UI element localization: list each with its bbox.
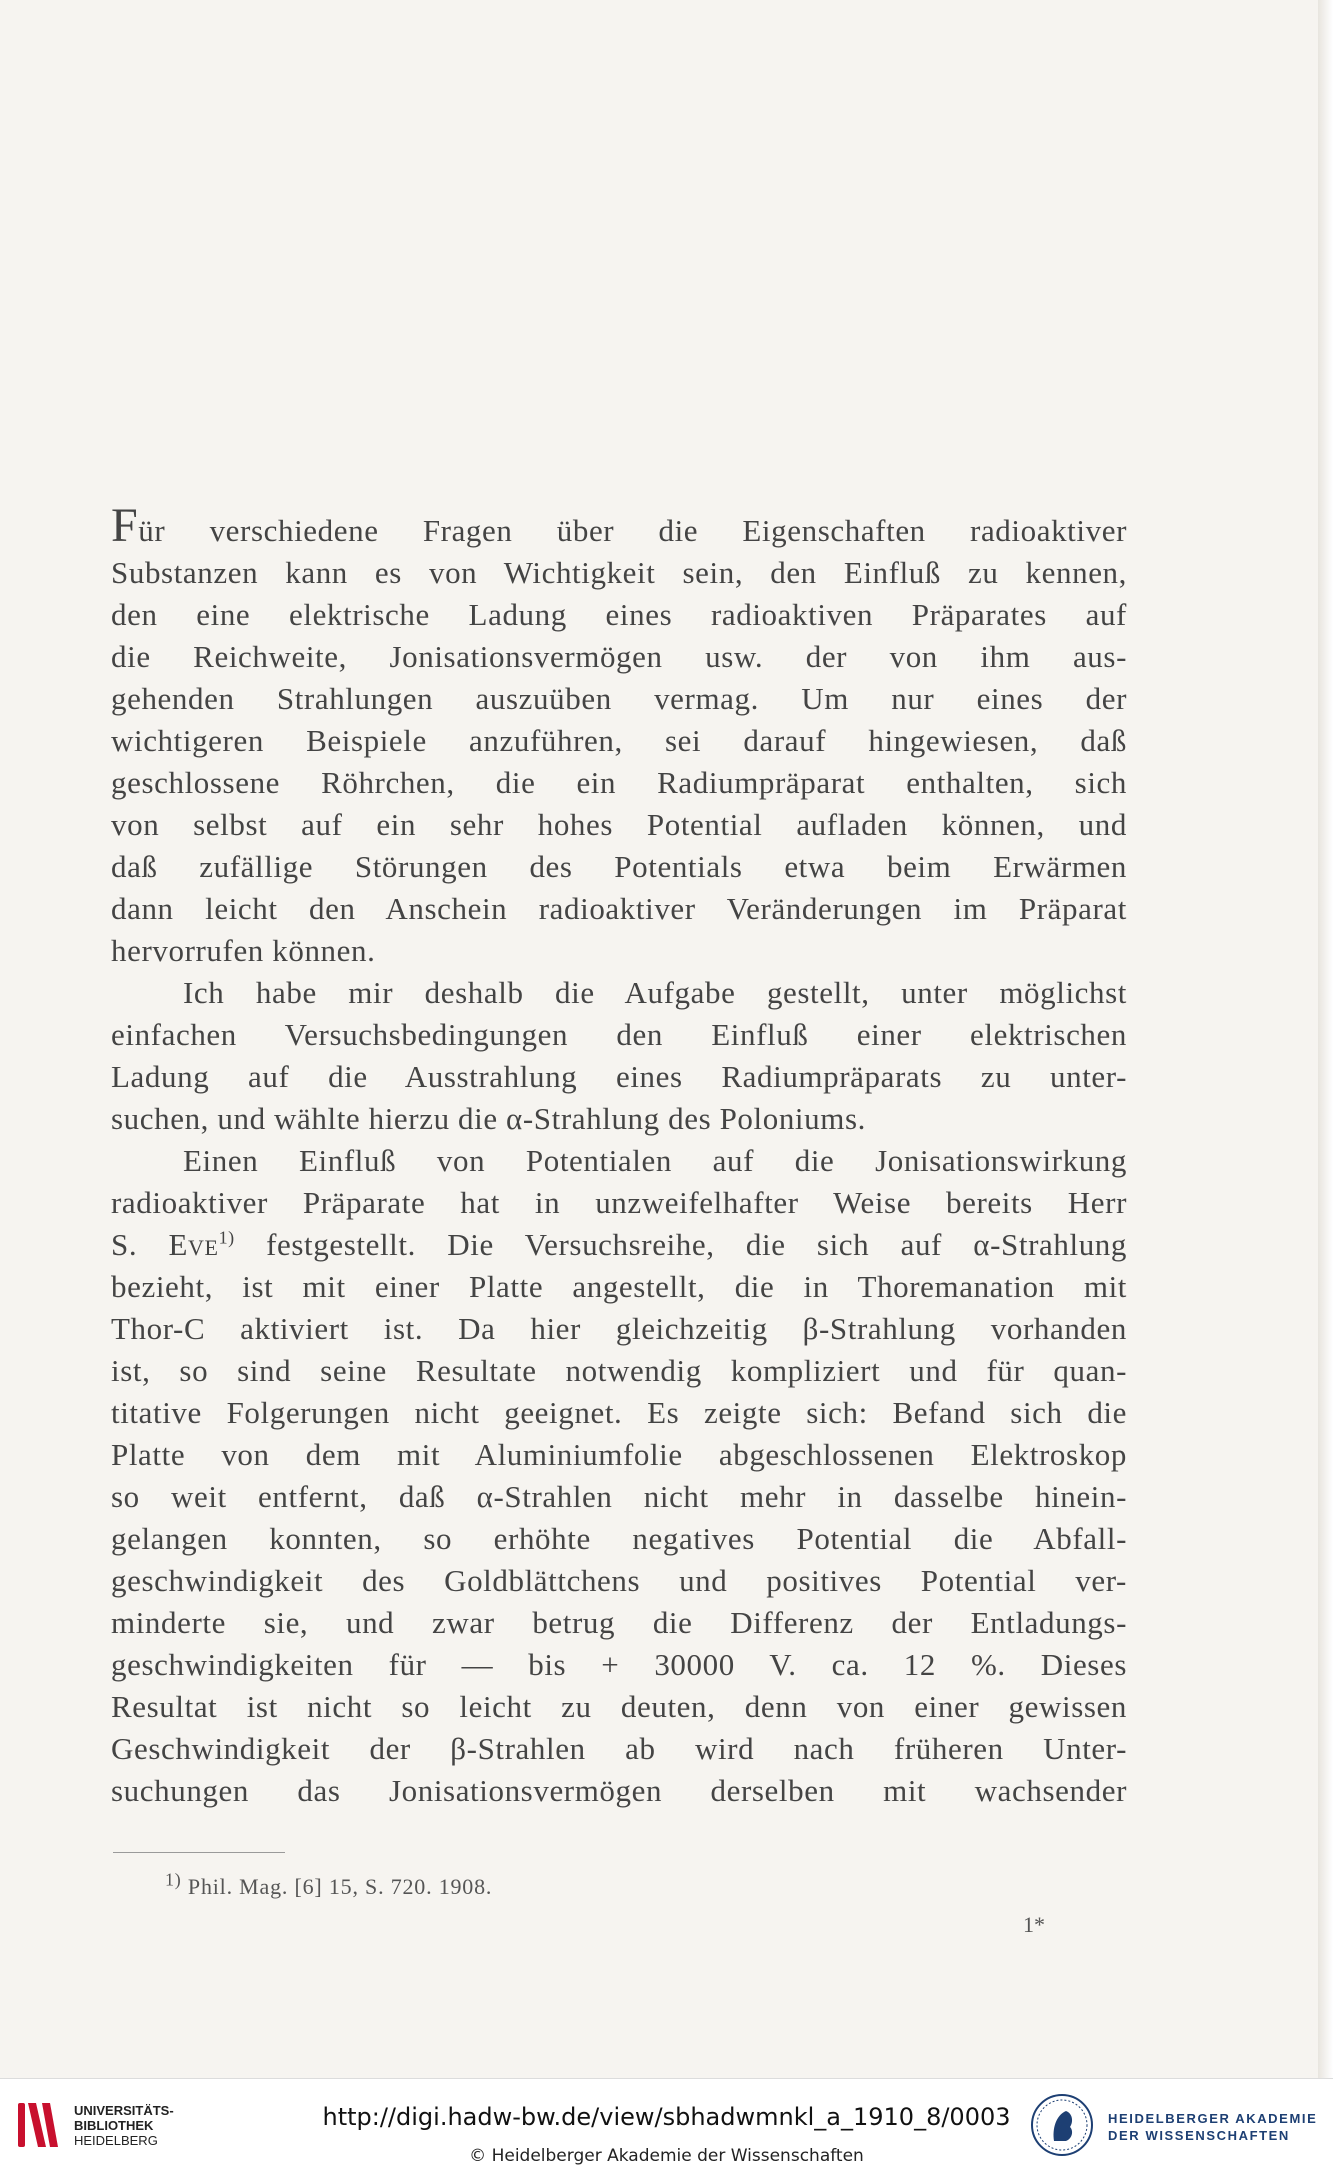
page-edge-shadow: [1318, 0, 1333, 2078]
footnote-marker: 1): [165, 1869, 182, 1890]
copyright-notice: © Heidelberger Akademie der Wissenschaften: [469, 2146, 864, 2166]
text-line: hervorrufen können.: [111, 933, 376, 968]
text-line: einfachen Versuchsbedingungen den Einfluß einer elektrischen: [111, 1017, 1127, 1052]
footnote: [165, 1869, 493, 1900]
text-line: minderte sie, und zwar betrug die Differenz der Entladungs-: [111, 1605, 1127, 1640]
text-line: suchen, und wählte hierzu die α-Strahlung des Poloniums.: [111, 1101, 866, 1136]
footnote-ref: 1): [218, 1227, 235, 1248]
text-line: Resultat ist nicht so leicht zu deuten, denn von einer gewissen: [111, 1689, 1127, 1724]
text-line: Für verschiedene Fragen über die Eigenschaften radioaktiver: [111, 499, 1127, 552]
dropcap: F: [111, 499, 139, 552]
text-line: so weit entfernt, daß α-Strahlen nicht mehr in dasselbe hinein-: [111, 1479, 1127, 1514]
text-line: geschwindigkeiten für — bis + 30000 V. ca. 12 %. Dieses: [111, 1647, 1127, 1682]
text-line: dann leicht den Anschein radioaktiver Veränderungen im Präparat: [111, 891, 1127, 926]
document-url[interactable]: http://digi.hadw-bw.de/view/sbhadwmnkl_a_1910_8/0003: [322, 2103, 1011, 2131]
text-line: bezieht, ist mit einer Platte angestellt, die in Thoremanation mit: [111, 1269, 1127, 1304]
text-line: radioaktiver Präparate hat in unzweifelhafter Weise bereits Herr: [111, 1185, 1127, 1220]
text-line: von selbst auf ein sehr hohes Potential aufladen können, und: [111, 807, 1127, 842]
text-line: gelangen konnten, so erhöhte negatives Potential die Abfall-: [111, 1521, 1127, 1556]
text-line: Geschwindigkeit der β-Strahlen ab wird nach früheren Unter-: [111, 1731, 1127, 1766]
text-line: den eine elektrische Ladung eines radioaktiven Präparates auf: [111, 597, 1127, 632]
text-line: daß zufällige Störungen des Potentials etwa beim Erwärmen: [111, 849, 1127, 884]
text-line: Platte von dem mit Aluminiumfolie abgeschlossenen Elektroskop: [111, 1437, 1127, 1472]
text-line: Ich habe mir deshalb die Aufgabe gestellt, unter möglichst: [183, 975, 1127, 1010]
text-line: S. Eve$^{1)}$ festgestellt. Die Versuchsreihe, die sich auf α-Strahlung: [111, 1227, 1127, 1262]
footnote-text: Phil. Mag. [6] 15, S. 720. 1908.: [187, 1874, 493, 1899]
text-line: gehenden Strahlungen auszuüben vermag. Um nur eines der: [111, 681, 1127, 716]
academy-name: HEIDELBERGER AKADEMIE DER WISSENSCHAFTEN: [1108, 2111, 1318, 2143]
text-line: geschlossene Röhrchen, die ein Radiumpräparat enthalten, sich: [111, 765, 1127, 800]
text-line: titative Folgerungen nicht geeignet. Es zeigte sich: Befand sich die: [111, 1395, 1127, 1430]
hadw-seal-icon: [1030, 2093, 1094, 2157]
text-line: wichtigeren Beispiele anzuführen, sei darauf hingewiesen, daß: [111, 723, 1127, 758]
text-line: Thor-C aktiviert ist. Da hier gleichzeitig β-Strahlung vorhanden: [111, 1311, 1127, 1346]
text-line: ist, so sind seine Resultate notwendig kompliziert und für quan-: [111, 1353, 1127, 1388]
body-text: [111, 499, 1127, 1812]
text-line: die Reichweite, Jonisationsvermögen usw. der von ihm aus-: [111, 639, 1127, 674]
library-name: UNIVERSITÄTS- BIBLIOTHEK HEIDELBERG: [74, 2103, 174, 2148]
text-line: Ladung auf die Ausstrahlung eines Radiumpräparats zu unter-: [111, 1059, 1127, 1094]
text-line: geschwindigkeit des Goldblättchens und positives Potential ver-: [111, 1563, 1127, 1598]
author-name: Eve: [168, 1227, 219, 1262]
text-line: suchungen das Jonisationsvermögen derselben mit wachsender: [111, 1773, 1127, 1808]
footnote-rule: [113, 1852, 285, 1853]
text-line: Einen Einfluß von Potentialen auf die Jonisationswirkung: [183, 1143, 1127, 1178]
text-line: Substanzen kann es von Wichtigkeit sein, den Einfluß zu kennen,: [111, 555, 1127, 590]
page-number: 1*: [1023, 1912, 1045, 1937]
